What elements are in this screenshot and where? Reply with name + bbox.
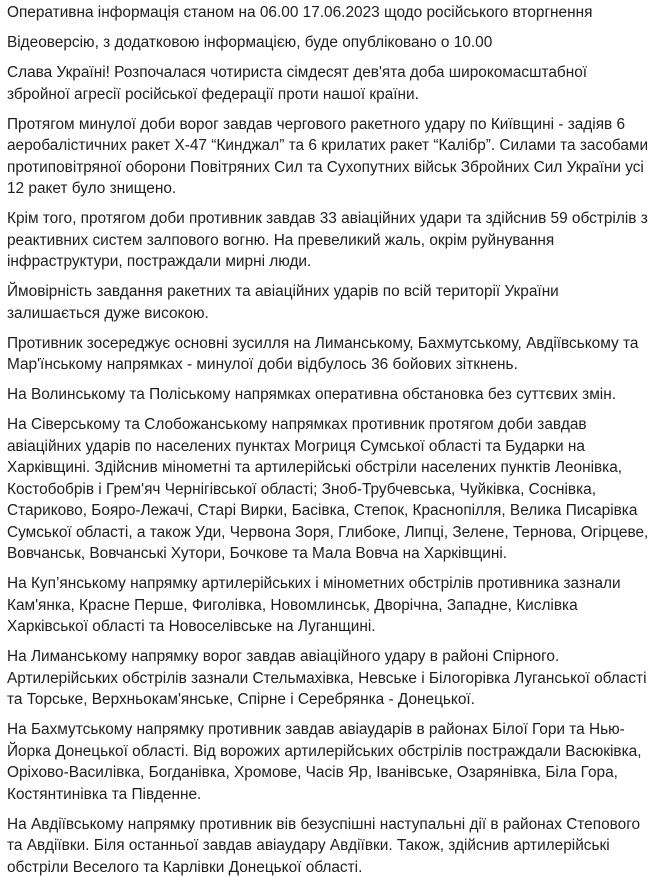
post-heading: Оперативна інформація станом на 06.00 17.06.2023 щодо російського вторгнення — [7, 2, 652, 24]
post-paragraph: На Лиманському напрямку ворог завдав авіаційного удару в районі Спірного. Артилерійських обстрілів зазнали Стельмахівка, Невське і Білогорівка Луганської області та Торське, Верхньокам'янське, Спірне і Серебрянка - Донецької. — [7, 646, 652, 711]
post-paragraph: На Куп’янському напрямку артилерійських і мінометних обстрілів противника зазнали Кам'янка, Красне Перше, Фиголівка, Новомлинськ, Дворічна, Западне, Кислівка Харківської області та Новоселівське на Луганщині. — [7, 573, 652, 638]
post-paragraph: На Сіверському та Слобожанському напрямках противник протягом доби завдав авіаційних ударів по населених пунктах Могриця Сумської області та Бударки на Харківщині. Здійснив мінометні та артилерійські обстріли населених пунктів Леонівка, Костобобрів і Грем'яч Чернігівської області; Зноб-Трубчевська, Чуйківка, Соснівка, Стариково, Бояро-Лежачі, Старі Вирки, Басівка, Степок, Краснопілля, Велика Писарівка Сумської області, а також Уди, Червона Зоря, Глибоке, Липці, Зелене, Тернова, Огірцеве, Вовчанськ, Вовчанські Хутори, Бочкове та Мала Вовча на Харківщині. — [7, 414, 652, 565]
post-paragraph: Крім того, протягом доби противник завдав 33 авіаційних удари та здійснив 59 обстрілів з реактивних систем залпового вогню. На превеликий жаль, окрім руйнування інфраструктури, постраждали мирні люди. — [7, 208, 652, 273]
post-paragraph: Ймовірність завдання ракетних та авіаційних ударів по всій території України залишається дуже високою. — [7, 281, 652, 324]
post-paragraph: Протягом минулої доби ворог завдав чергового ракетного удару по Київщині - задіяв 6 аеробалістичних ракет Х-47 “Кинджал” та 6 крилатих ракет “Калібр”. Силами та засобами протиповітряної оборони Повітряних Сил та Сухопутних військ Збройних Сил України усі 12 ракет було знищено. — [7, 114, 652, 200]
post-paragraph: На Волинському та Поліському напрямках оперативна обстановка без суттєвих змін. — [7, 384, 652, 406]
post-paragraph: Противник зосереджує основні зусилля на Лиманському, Бахмутському, Авдіївському та Мар'їнському напрямках - минулої доби відбулось 36 бойових зіткнень. — [7, 333, 652, 376]
post-paragraph: Відеоверсію, з додатковою інформацією, буде опубліковано о 10.00 — [7, 32, 652, 54]
post-paragraph: Слава Україні! Розпочалася чотириста сімдесят дев'ята доба широкомасштабної збройної агресії російської федерації проти нашої країни. — [7, 62, 652, 105]
post-paragraph: На Бахмутському напрямку противник завдав авіаударів в районах Білої Гори та Нью-Йорка Донецької області. Від ворожих артилерійських обстрілів постраждали Васюківка, Оріхово-Василівка, Богданівка, Хромове, Часів Яр, Іванівське, Озарянівка, Біла Гора, Костянтинівка та Південне. — [7, 719, 652, 805]
post-paragraph: На Авдіївському напрямку противник вів безуспішні наступальні дії в районах Степового та Авдіївки. Біля останньої завдав авіаудару Авдіївки. Також, здійснив артилерійські обстріли Веселого та Карлівки Донецької області. — [7, 814, 652, 878]
